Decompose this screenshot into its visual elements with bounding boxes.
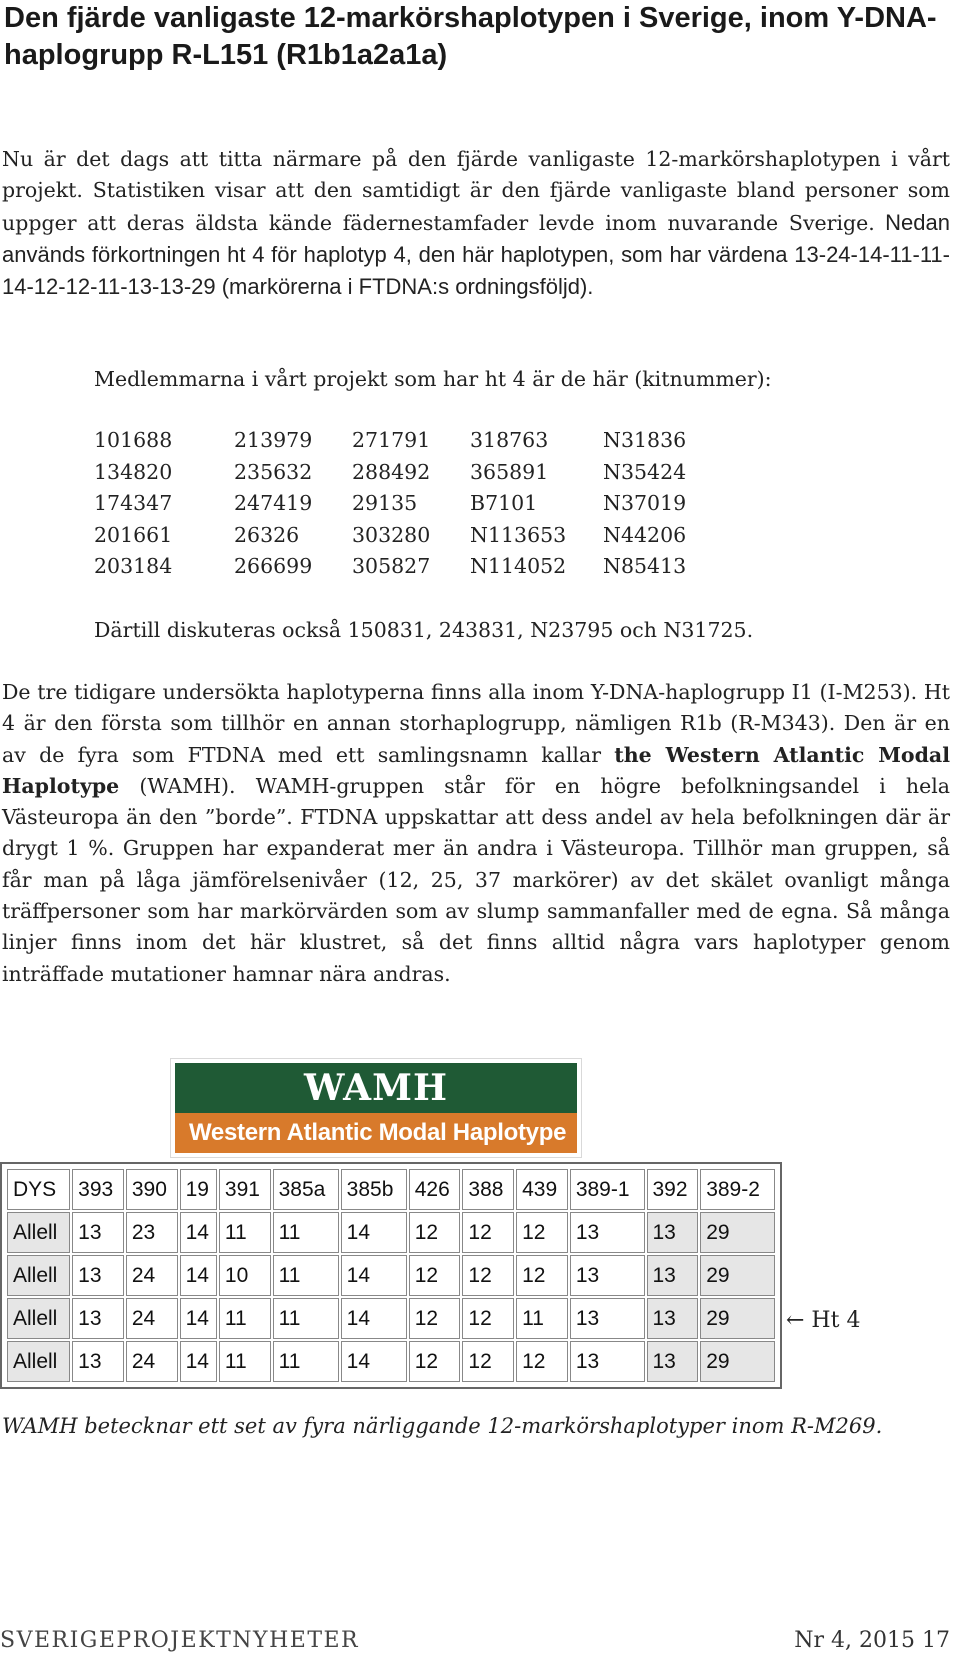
kit-number: 213979: [234, 428, 313, 452]
dys-header-cell: 19: [180, 1169, 217, 1210]
kit-number: N35424: [603, 459, 687, 484]
kit-number: 174347: [94, 491, 173, 515]
dys-allele-cell: 14: [180, 1298, 217, 1339]
dys-header-cell: DYS: [7, 1169, 70, 1210]
kit-number: N44206: [603, 522, 687, 547]
kit-number: 271791: [352, 428, 431, 452]
kit-number: N37019: [603, 491, 687, 515]
dys-allele-cell: 12: [516, 1212, 568, 1253]
dys-allele-cell: 23: [126, 1212, 178, 1253]
kit-number: 201661: [94, 522, 173, 547]
kit-number: 247419: [234, 491, 313, 515]
ht4-pointer: ← Ht 4: [786, 1308, 861, 1333]
kit-row: [94, 428, 703, 460]
dys-header-cell: 385a: [273, 1169, 339, 1210]
dys-header-cell: 392: [647, 1169, 699, 1210]
kit-row: [94, 491, 703, 523]
dys-allele-cell: 11: [219, 1212, 271, 1253]
intro-paragraph: [2, 144, 950, 303]
dys-allele-cell: 10: [219, 1255, 271, 1296]
dys-header-cell: 393: [72, 1169, 124, 1210]
dys-allele-cell: 12: [409, 1255, 461, 1296]
dys-allele-cell: 12: [462, 1341, 514, 1382]
dys-allele-cell: 14: [341, 1255, 407, 1296]
dys-allele-cell: 13: [72, 1255, 124, 1296]
dys-allele-cell: 13: [647, 1255, 699, 1296]
para2-text-2: (WAMH). WAMH-gruppen står för en högre befolkningsandel i hela Västeuropa än den ”borde”. FTDNA uppskattar att dess andel av hela befolkningen där är drygt 1 %. Gruppen har expanderat mer än andra i Västeuropa. Tillhör man gruppen, så får man på låga jämförelsenivåer (12, 25, 37 markörer) av det skälet ovanligt många träffpersoner som har markörvärden som av slump sammanfaller med de egna. Så många linjer finns inom det här klustret, så det finns alltid några vars haplotyper genom inträffade mutationer hamnar nära andras.: [2, 773, 950, 986]
dys-allele-cell: 13: [570, 1212, 645, 1253]
dys-allele-cell: 13: [72, 1341, 124, 1382]
dys-allele-cell: 13: [72, 1212, 124, 1253]
dys-header-cell: 390: [126, 1169, 178, 1210]
kit-number: N85413: [603, 554, 687, 578]
dys-row-label: Allell: [7, 1212, 70, 1253]
kit-number: 303280: [352, 522, 431, 547]
kit-number: 365891: [470, 459, 549, 484]
kit-number: 29135: [352, 491, 418, 515]
dys-allele-row: [7, 1255, 775, 1296]
dys-header-cell: 389-1: [570, 1169, 645, 1210]
intro-serif-text: Nu är det dags att titta närmare på den fjärde vanligaste 12-markörshaplotypen i vårt projekt. Statistiken visar att den samtidigt är den fjärde vanligaste bland personer som uppger att deras äldsta kände fädernestamfader levde inom nuvarande Sverige.: [2, 147, 950, 235]
dys-header-cell: 388: [462, 1169, 514, 1210]
dys-allele-cell: 11: [219, 1341, 271, 1382]
dys-row-label: Allell: [7, 1255, 70, 1296]
dys-allele-cell: 13: [72, 1298, 124, 1339]
article-title: Den fjärde vanligaste 12-markörshaplotypen i Sverige, inom Y-DNA-haplogrupp R-L151 (R1b1a2a1a): [4, 2, 937, 71]
dys-allele-cell: 11: [273, 1341, 339, 1382]
dys-allele-cell: 12: [516, 1341, 568, 1382]
dys-allele-cell: 14: [341, 1298, 407, 1339]
kit-number: 26326: [234, 522, 300, 547]
dys-allele-cell: 11: [219, 1298, 271, 1339]
dys-allele-cell: 11: [273, 1255, 339, 1296]
dys-allele-cell: 11: [273, 1212, 339, 1253]
dys-allele-cell: 13: [570, 1298, 645, 1339]
dys-allele-cell: 24: [126, 1341, 178, 1382]
dys-allele-cell: 12: [462, 1212, 514, 1253]
kit-number: N31836: [603, 428, 687, 452]
dys-allele-cell: 13: [570, 1341, 645, 1382]
dys-allele-cell: 11: [273, 1298, 339, 1339]
dys-allele-cell: 12: [462, 1298, 514, 1339]
kit-number: 235632: [234, 459, 313, 484]
dys-allele-cell: 29: [700, 1341, 775, 1382]
footer-issue-page: Nr 4, 2015 17: [794, 1628, 950, 1653]
dys-header-cell: 391: [219, 1169, 271, 1210]
dys-allele-cell: 11: [516, 1298, 568, 1339]
kit-number: 101688: [94, 428, 173, 452]
dys-allele-cell: 14: [180, 1255, 217, 1296]
dys-table: [5, 1167, 777, 1384]
wamh-logo: [170, 1058, 582, 1158]
dys-header-row: [7, 1169, 775, 1210]
kit-row: [94, 460, 703, 492]
wamh-logo-subtitle: Western Atlantic Modal Haplotype: [175, 1113, 577, 1153]
dys-row-label: Allell: [7, 1341, 70, 1382]
wamh-logo-title: WAMH: [175, 1063, 577, 1113]
kit-number: N114052: [470, 554, 567, 578]
dys-allele-cell: 24: [126, 1298, 178, 1339]
dys-header-cell: 385b: [341, 1169, 407, 1210]
dys-header-cell: 389-2: [700, 1169, 775, 1210]
dys-allele-cell: 29: [700, 1255, 775, 1296]
dys-allele-row: [7, 1212, 775, 1253]
kit-number: 288492: [352, 459, 431, 484]
dys-header-cell: 439: [516, 1169, 568, 1210]
dys-allele-cell: 13: [647, 1298, 699, 1339]
dys-allele-cell: 29: [700, 1212, 775, 1253]
kit-number-table: [94, 428, 703, 586]
dys-allele-cell: 14: [341, 1212, 407, 1253]
also-discussed: Därtill diskuteras också 150831, 243831, N23795 och N31725.: [94, 618, 754, 642]
kit-number: 318763: [470, 428, 549, 452]
wamh-paragraph: [2, 677, 950, 990]
para2-text-1: De tre tidigare undersökta haplotyperna finns alla inom Y-DNA-haplogrupp I1 (I-M253). Ht 4 är den första som tillhör en annan storhaplogrupp, nämligen R1b (R-M343). Den är en av de fyra som FTDNA med ett samlingsnamn kallar: [2, 680, 950, 767]
dys-header-cell: 426: [409, 1169, 461, 1210]
dys-allele-cell: 14: [341, 1341, 407, 1382]
kit-number: 266699: [234, 554, 313, 578]
kit-row: [94, 523, 703, 555]
kit-number: 305827: [352, 554, 431, 578]
dys-allele-cell: 13: [570, 1255, 645, 1296]
dys-allele-cell: 12: [409, 1341, 461, 1382]
dys-allele-cell: 12: [409, 1298, 461, 1339]
kit-number: N113653: [470, 522, 567, 547]
dys-allele-row: [7, 1341, 775, 1382]
dys-allele-cell: 13: [647, 1212, 699, 1253]
kit-row: [94, 554, 703, 586]
dys-allele-cell: 29: [700, 1298, 775, 1339]
kit-number: 203184: [94, 554, 173, 578]
footer-publication: SVERIGEPROJEKTNYHETER: [0, 1628, 360, 1653]
dys-table-frame: [0, 1162, 782, 1389]
intro-sans-text: Nedan används förkortningen ht 4 för haplotyp 4, den här haplotypen, som har värdena 13-24-14-11-11-14-12-12-11-13-13-29 (markörerna i FTDNA:s ordningsföljd).: [2, 209, 950, 300]
dys-allele-row: [7, 1298, 775, 1339]
dys-row-label: Allell: [7, 1298, 70, 1339]
members-intro: Medlemmarna i vårt projekt som har ht 4 är de här (kitnummer):: [94, 367, 772, 391]
figure-caption: WAMH betecknar ett set av fyra närliggande 12-markörshaplotyper inom R-M269.: [2, 1414, 883, 1438]
dys-allele-cell: 14: [180, 1212, 217, 1253]
dys-allele-cell: 12: [409, 1212, 461, 1253]
dys-allele-cell: 14: [180, 1341, 217, 1382]
dys-allele-cell: 12: [462, 1255, 514, 1296]
dys-allele-cell: 24: [126, 1255, 178, 1296]
kit-number: 134820: [94, 459, 173, 484]
wamh-term: the Western Atlantic Modal Haplotype: [2, 742, 950, 798]
dys-allele-cell: 13: [647, 1341, 699, 1382]
kit-number: B7101: [470, 491, 538, 515]
dys-allele-cell: 12: [516, 1255, 568, 1296]
